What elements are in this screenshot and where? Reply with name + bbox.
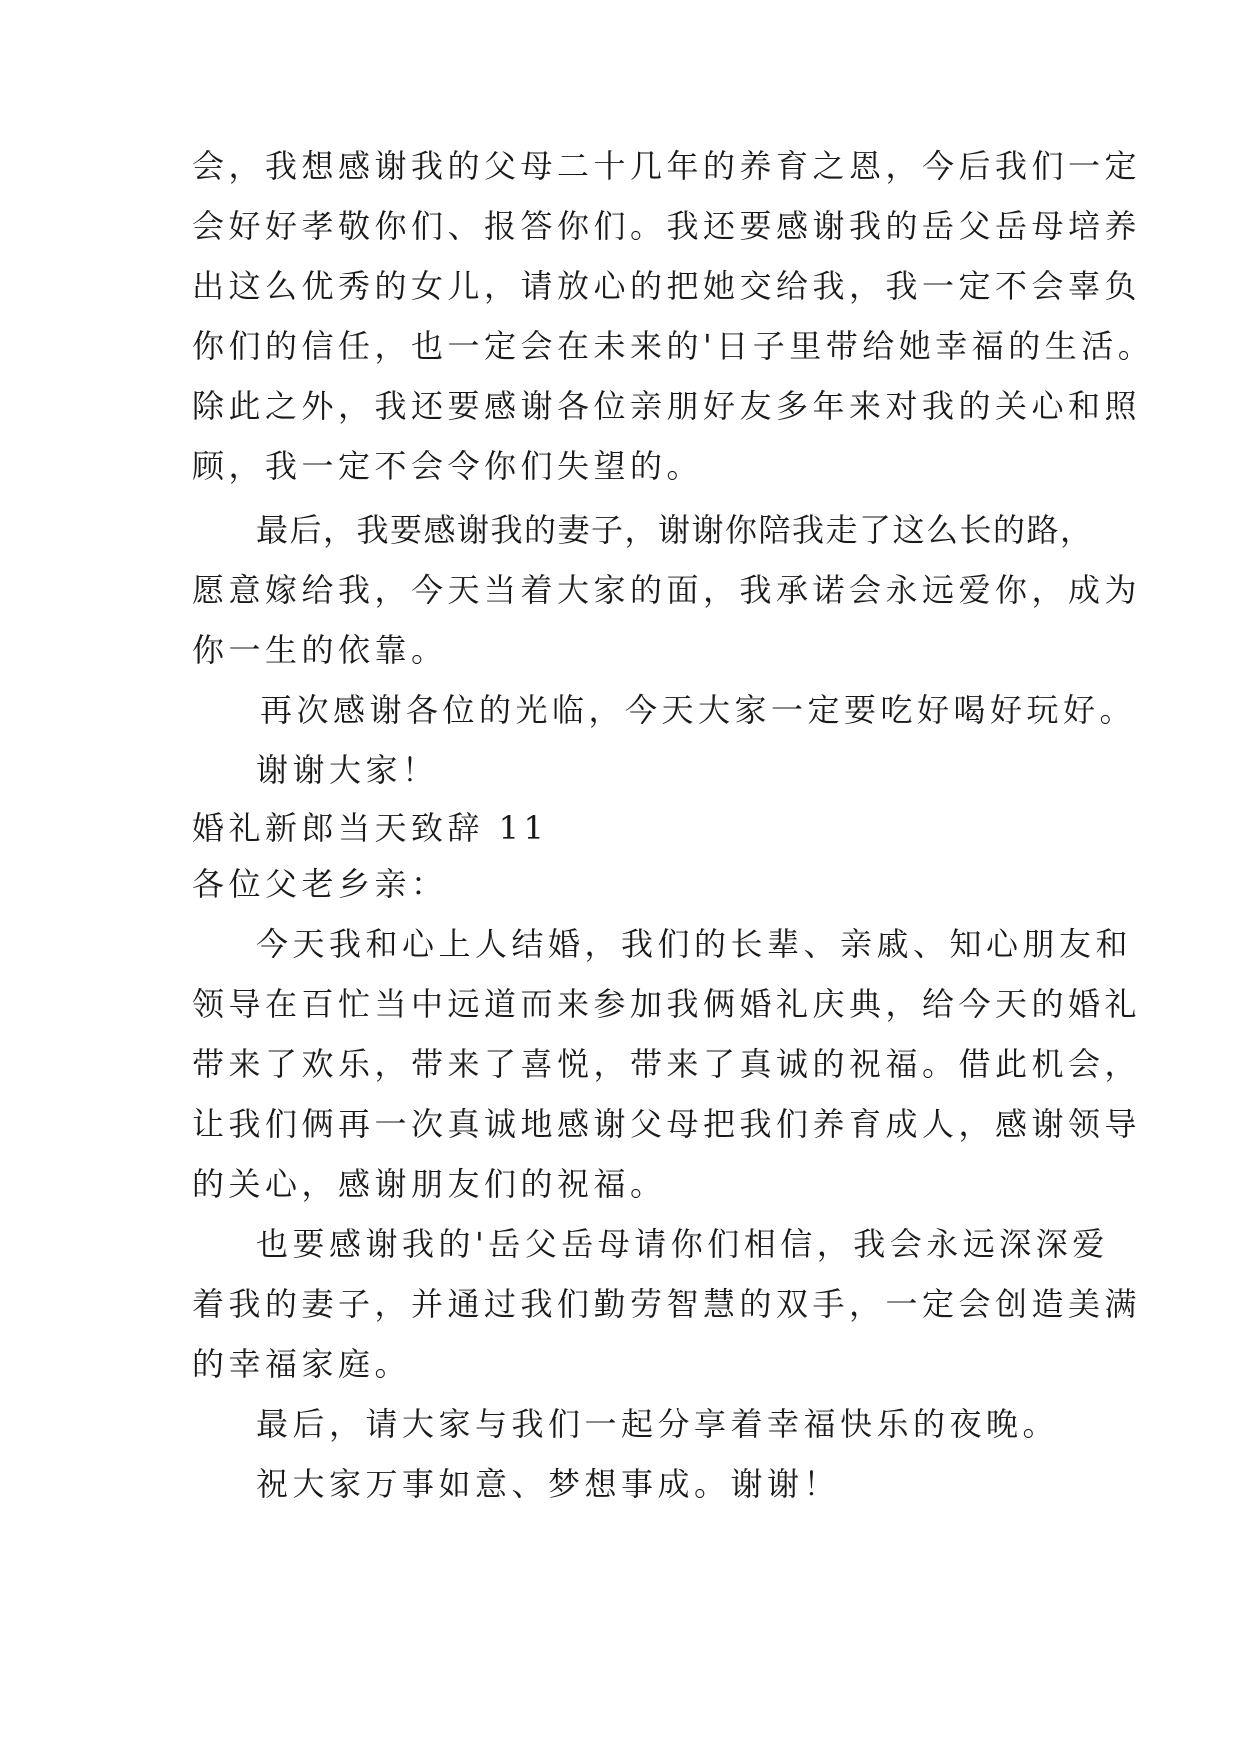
paragraph-line: 最后，我要感谢我的妻子，谢谢你陪我走了这么长的路， xyxy=(256,511,1094,549)
paragraph-line: 会好好孝敬你们、报答你们。我还要感谢我的岳父岳母培养 xyxy=(192,207,1142,245)
salutation: 各位父老乡亲： xyxy=(192,865,448,903)
paragraph-line: 祝大家万事如意、梦想事成。谢谢！ xyxy=(256,1465,841,1503)
paragraph-line: 也要感谢我的'岳父岳母请你们相信，我会永远深深爱 xyxy=(256,1225,1109,1263)
paragraph-line: 让我们俩再一次真诚地感谢父母把我们养育成人，感谢领导 xyxy=(192,1105,1142,1143)
paragraph-line: 你们的信任，也一定会在未来的'日子里带给她幸福的生活。 xyxy=(192,327,1155,365)
paragraph-line: 今天我和心上人结婚，我们的长辈、亲戚、知心朋友和 xyxy=(256,925,1133,963)
paragraph-line: 带来了欢乐，带来了喜悦，带来了真诚的祝福。借此机会， xyxy=(192,1045,1142,1083)
paragraph-line: 除此之外，我还要感谢各位亲朋好友多年来对我的关心和照 xyxy=(192,387,1142,425)
paragraph-line: 会，我想感谢我的父母二十几年的养育之恩，今后我们一定 xyxy=(192,147,1142,185)
paragraph-line: 再次感谢各位的光临，今天大家一定要吃好喝好玩好。 xyxy=(260,691,1137,729)
paragraph-line: 你一生的依靠。 xyxy=(192,631,448,669)
paragraph-line: 愿意嫁给我，今天当着大家的面，我承诺会永远爱你，成为 xyxy=(192,571,1142,609)
paragraph-line: 领导在百忙当中远道而来参加我俩婚礼庆典，给今天的婚礼 xyxy=(192,985,1142,1023)
paragraph-line: 顾，我一定不会令你们失望的。 xyxy=(192,447,704,485)
paragraph-line: 谢谢大家！ xyxy=(256,751,439,789)
paragraph-line: 着我的妻子，并通过我们勤劳智慧的双手，一定会创造美满 xyxy=(192,1285,1142,1323)
paragraph-line: 的幸福家庭。 xyxy=(192,1345,412,1383)
section-title: 婚礼新郎当天致辞 11 xyxy=(192,809,549,847)
paragraph-line: 的关心，感谢朋友们的祝福。 xyxy=(192,1165,667,1203)
paragraph-line: 出这么优秀的女儿，请放心的把她交给我，我一定不会辜负 xyxy=(192,267,1142,305)
paragraph-line: 最后，请大家与我们一起分享着幸福快乐的夜晚。 xyxy=(256,1405,1060,1443)
